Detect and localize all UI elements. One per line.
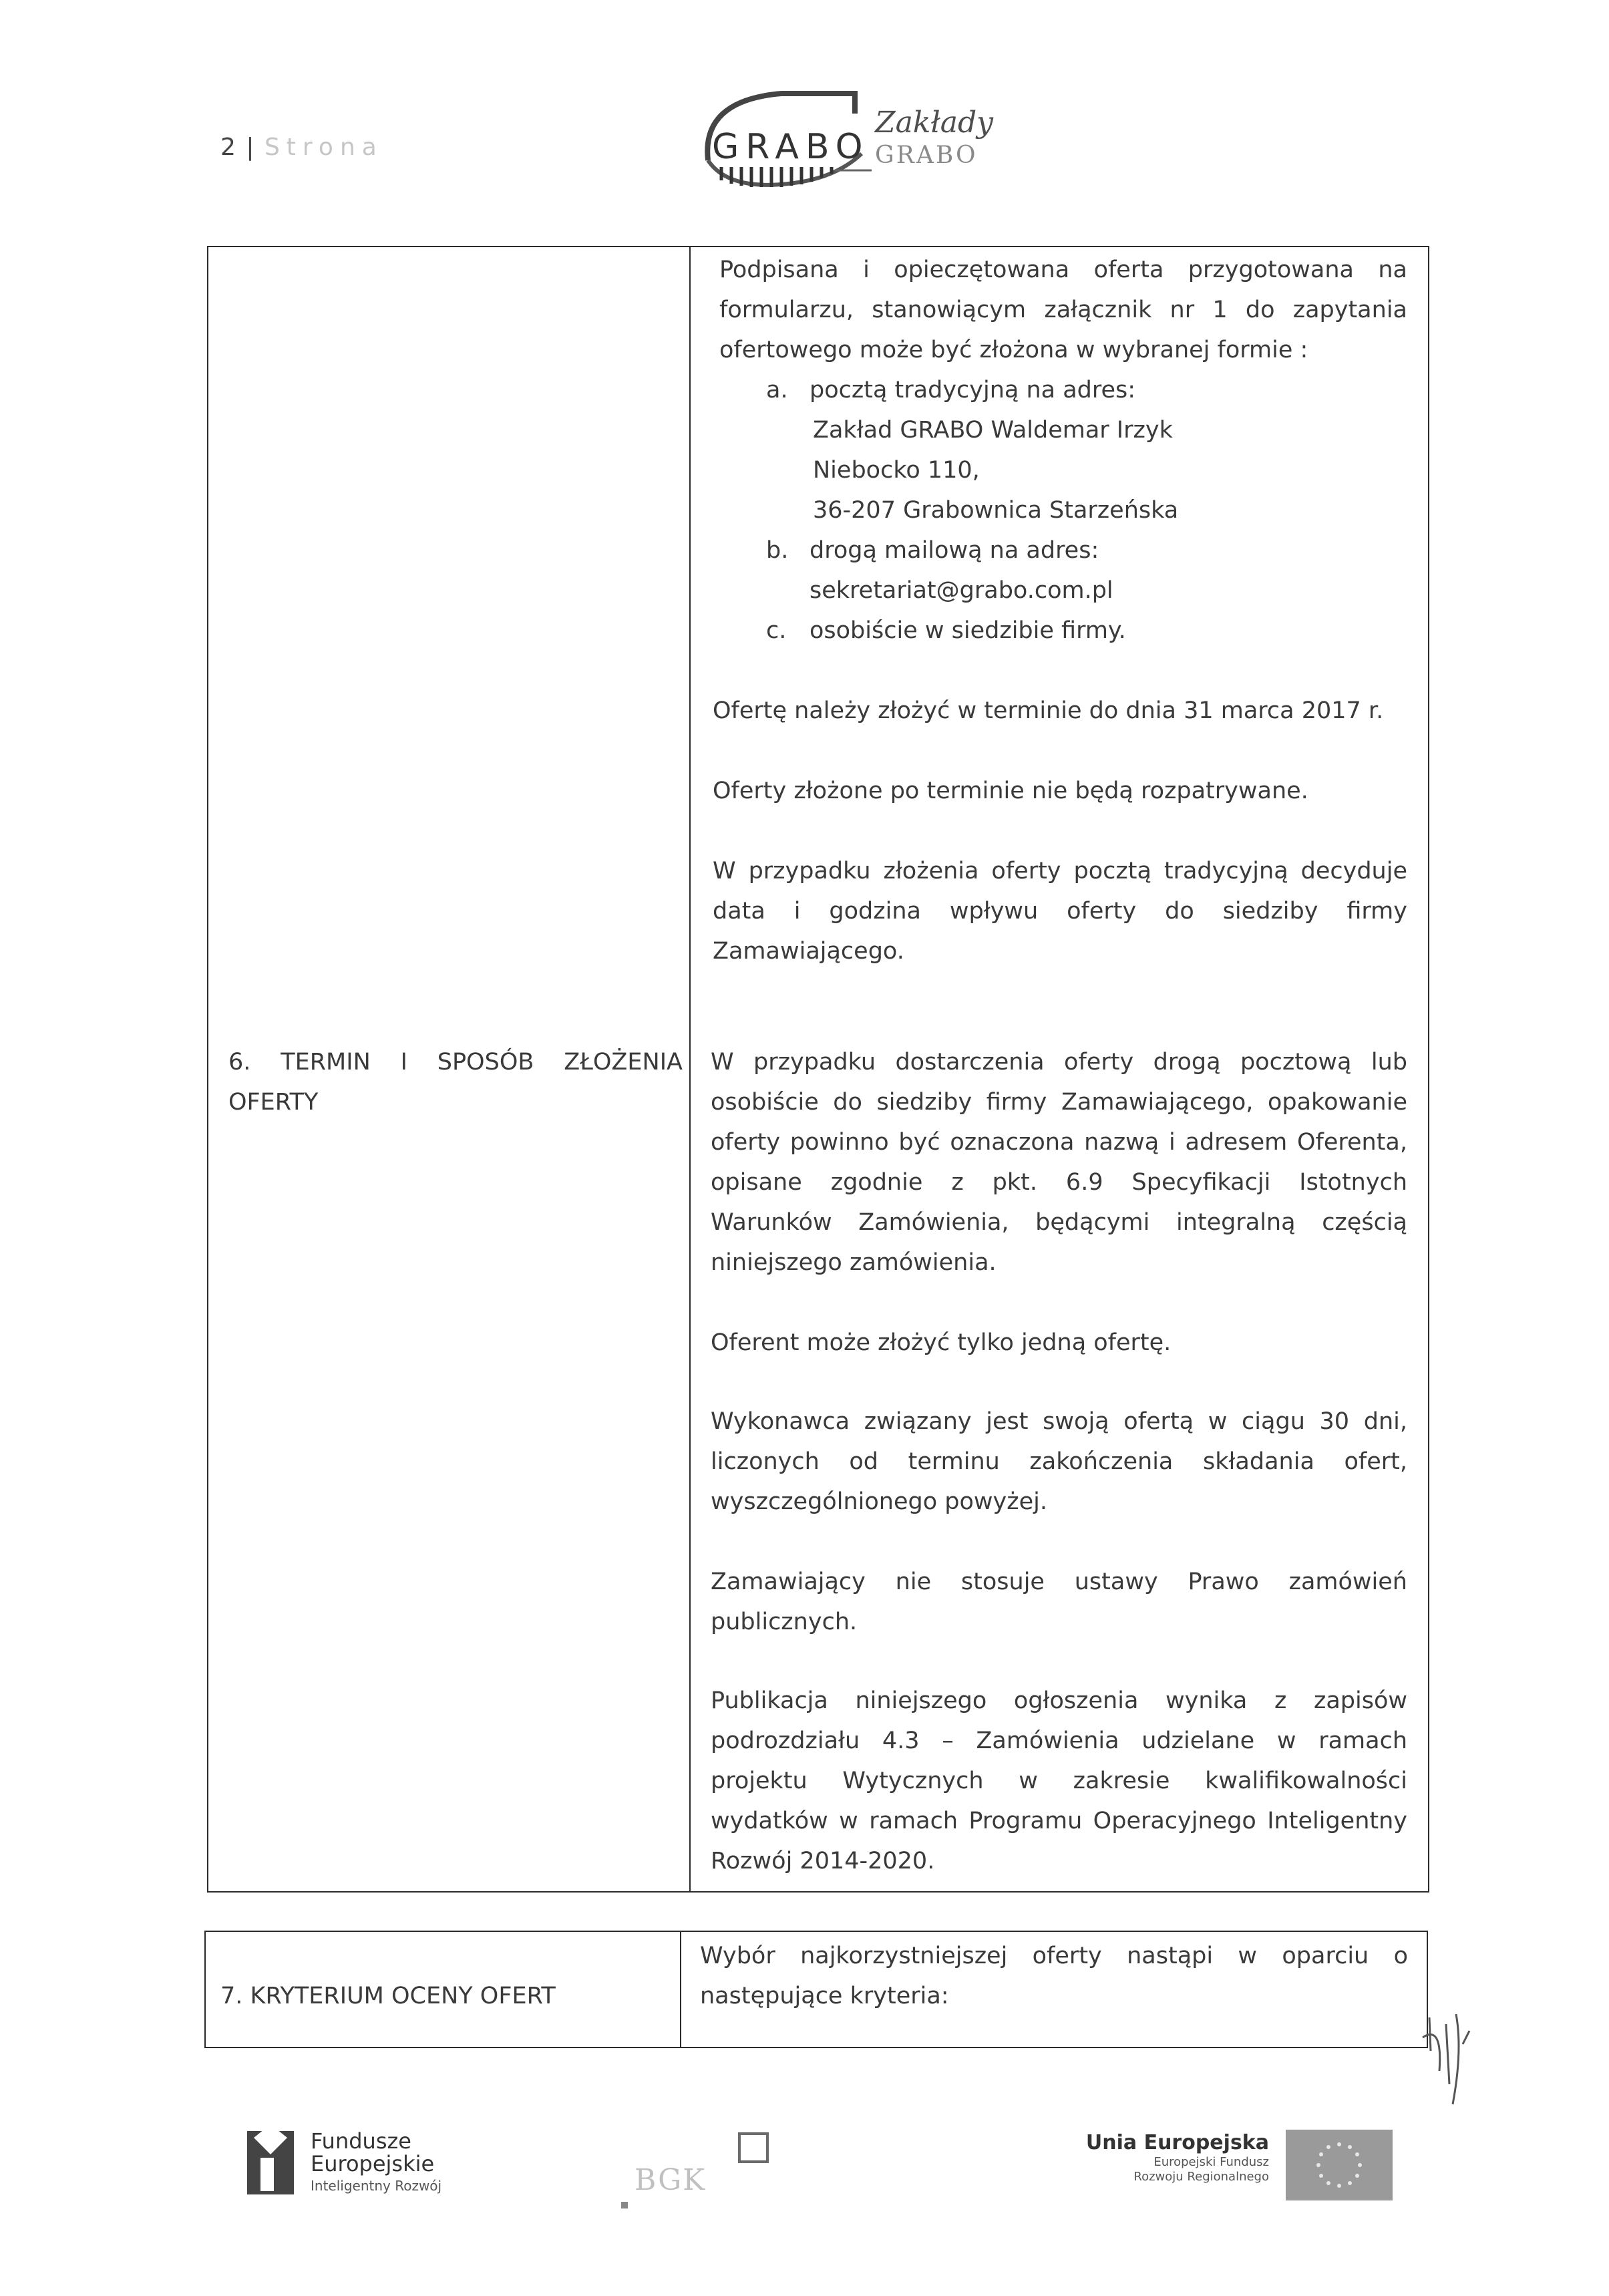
publication-paragraph: Publikacja niniejszego ogłoszenia wynika z zapisów podrozdziału 4.3 – Zamówienia udzielane w ramach projektu Wytycznych w zakresie kwalifikowalności wydatków w ramach Programu Operacyjnego Inteligentny Rozwój 2014-2020. <box>711 1687 1407 1874</box>
list-item-a-line-1: pocztą tradycyjną na adres: <box>810 377 1136 403</box>
page-word: Strona <box>264 134 383 161</box>
funding-footer <box>0 2098 1609 2231</box>
procurement-law-paragraph: Zamawiający nie stosuje ustawy Prawo zamówień publicznych. <box>711 1569 1407 1635</box>
fe-line-2: Europejskie <box>311 2151 435 2176</box>
column-divider <box>680 1932 681 2047</box>
label-word: SPOSÓB <box>437 1049 534 1076</box>
ue-line-2: Europejski Fundusz <box>1153 2155 1269 2169</box>
list-item-c-line-1: osobiście w siedzibie firmy. <box>810 617 1126 644</box>
label-word: TERMIN <box>281 1049 371 1076</box>
late-offers-paragraph: Oferty złożone po terminie nie będą rozpatrywane. <box>713 778 1308 804</box>
label-word: ZŁOŻENIA <box>564 1049 683 1076</box>
list-marker-a: a. <box>766 377 788 403</box>
packaging-paragraph: W przypadku dostarczenia oferty drogą pocztową lub osobiście do siedziby firmy Zamawiającego, opakowanie oferty powinno być oznaczona nazwą i adresem Oferenta, opisane zgodnie z pkt. 6.9 Specyfikacji Istotnych Warunków Zamówienia, będącymi integralną częścią niniejszego zamówienia. <box>711 1049 1407 1276</box>
fundusze-europejskie-text <box>311 2130 441 2196</box>
list-item-a-line-3: Niebocko 110, <box>813 457 980 484</box>
bgk-dot-icon <box>621 2202 628 2208</box>
bgk-word: BGK <box>635 2163 707 2197</box>
binding-period-paragraph: Wykonawca związany jest swoją ofertą w ciągu 30 dni, liczonych od terminu zakończenia składania ofert, wyszczególnionego powyżej. <box>711 1408 1407 1515</box>
company-logo <box>675 73 1022 207</box>
signature-mark-icon <box>1416 2011 1476 2111</box>
bgk-square-icon <box>738 2132 769 2163</box>
section-7-table <box>204 1931 1428 2048</box>
section-6-label-line-2: OFERTY <box>228 1089 319 1116</box>
deadline-paragraph: Ofertę należy złożyć w terminie do dnia 31 marca 2017 r. <box>713 697 1384 724</box>
list-item-a-line-4: 36-207 Grabownica Starzeńska <box>813 497 1179 524</box>
section-6-label-line-1 <box>228 1042 683 1082</box>
unia-europejska-text <box>1042 2131 1269 2184</box>
section-6-label <box>228 1042 683 1122</box>
label-word: I <box>400 1049 407 1076</box>
fe-line-3: Inteligentny Rozwój <box>311 2178 442 2194</box>
page-number <box>220 134 383 161</box>
logo-word: GRABO <box>712 127 870 167</box>
one-offer-paragraph: Oferent może złożyć tylko jedną ofertę. <box>711 1329 1172 1356</box>
eu-flag-icon <box>1286 2130 1393 2200</box>
section-6-table <box>207 246 1429 1893</box>
section-7-text: Wybór najkorzystniejszej oferty nastąpi w oparciu o następujące kryteria: <box>700 1943 1408 2009</box>
fe-line-1: Fundusze <box>311 2128 411 2154</box>
section-7-label: 7. KRYTERIUM OCENY OFERT <box>220 1983 556 2009</box>
page-number-value: 2 | <box>220 134 256 161</box>
list-item-b-email: sekretariat@grabo.com.pl <box>810 577 1113 604</box>
list-item-b-line-1: drogą mailową na adres: <box>810 537 1099 564</box>
list-marker-c: c. <box>766 617 787 644</box>
intro-paragraph: Podpisana i opieczętowana oferta przygotowana na formularzu, stanowiącym załącznik nr 1 do zapytania ofertowego może być złożona w wybranej formie : <box>719 257 1407 363</box>
ue-line-3: Rozwoju Regionalnego <box>1133 2170 1269 2184</box>
post-delivery-paragraph: W przypadku złożenia oferty pocztą tradycyjną decyduje data i godzina wpływu oferty do siedziby firmy Zamawiającego. <box>713 858 1407 965</box>
column-divider <box>689 247 691 1891</box>
brand-name-bottom: GRABO <box>875 142 978 169</box>
brand-name-top: Zakłady <box>875 106 993 140</box>
list-marker-b: b. <box>766 537 789 564</box>
ue-line-1: Unia Europejska <box>1085 2131 1269 2154</box>
fundusze-europejskie-logo-icon <box>240 2118 301 2198</box>
label-word: 6. <box>228 1049 251 1076</box>
list-item-a-line-2: Zakład GRABO Waldemar Irzyk <box>813 417 1173 444</box>
